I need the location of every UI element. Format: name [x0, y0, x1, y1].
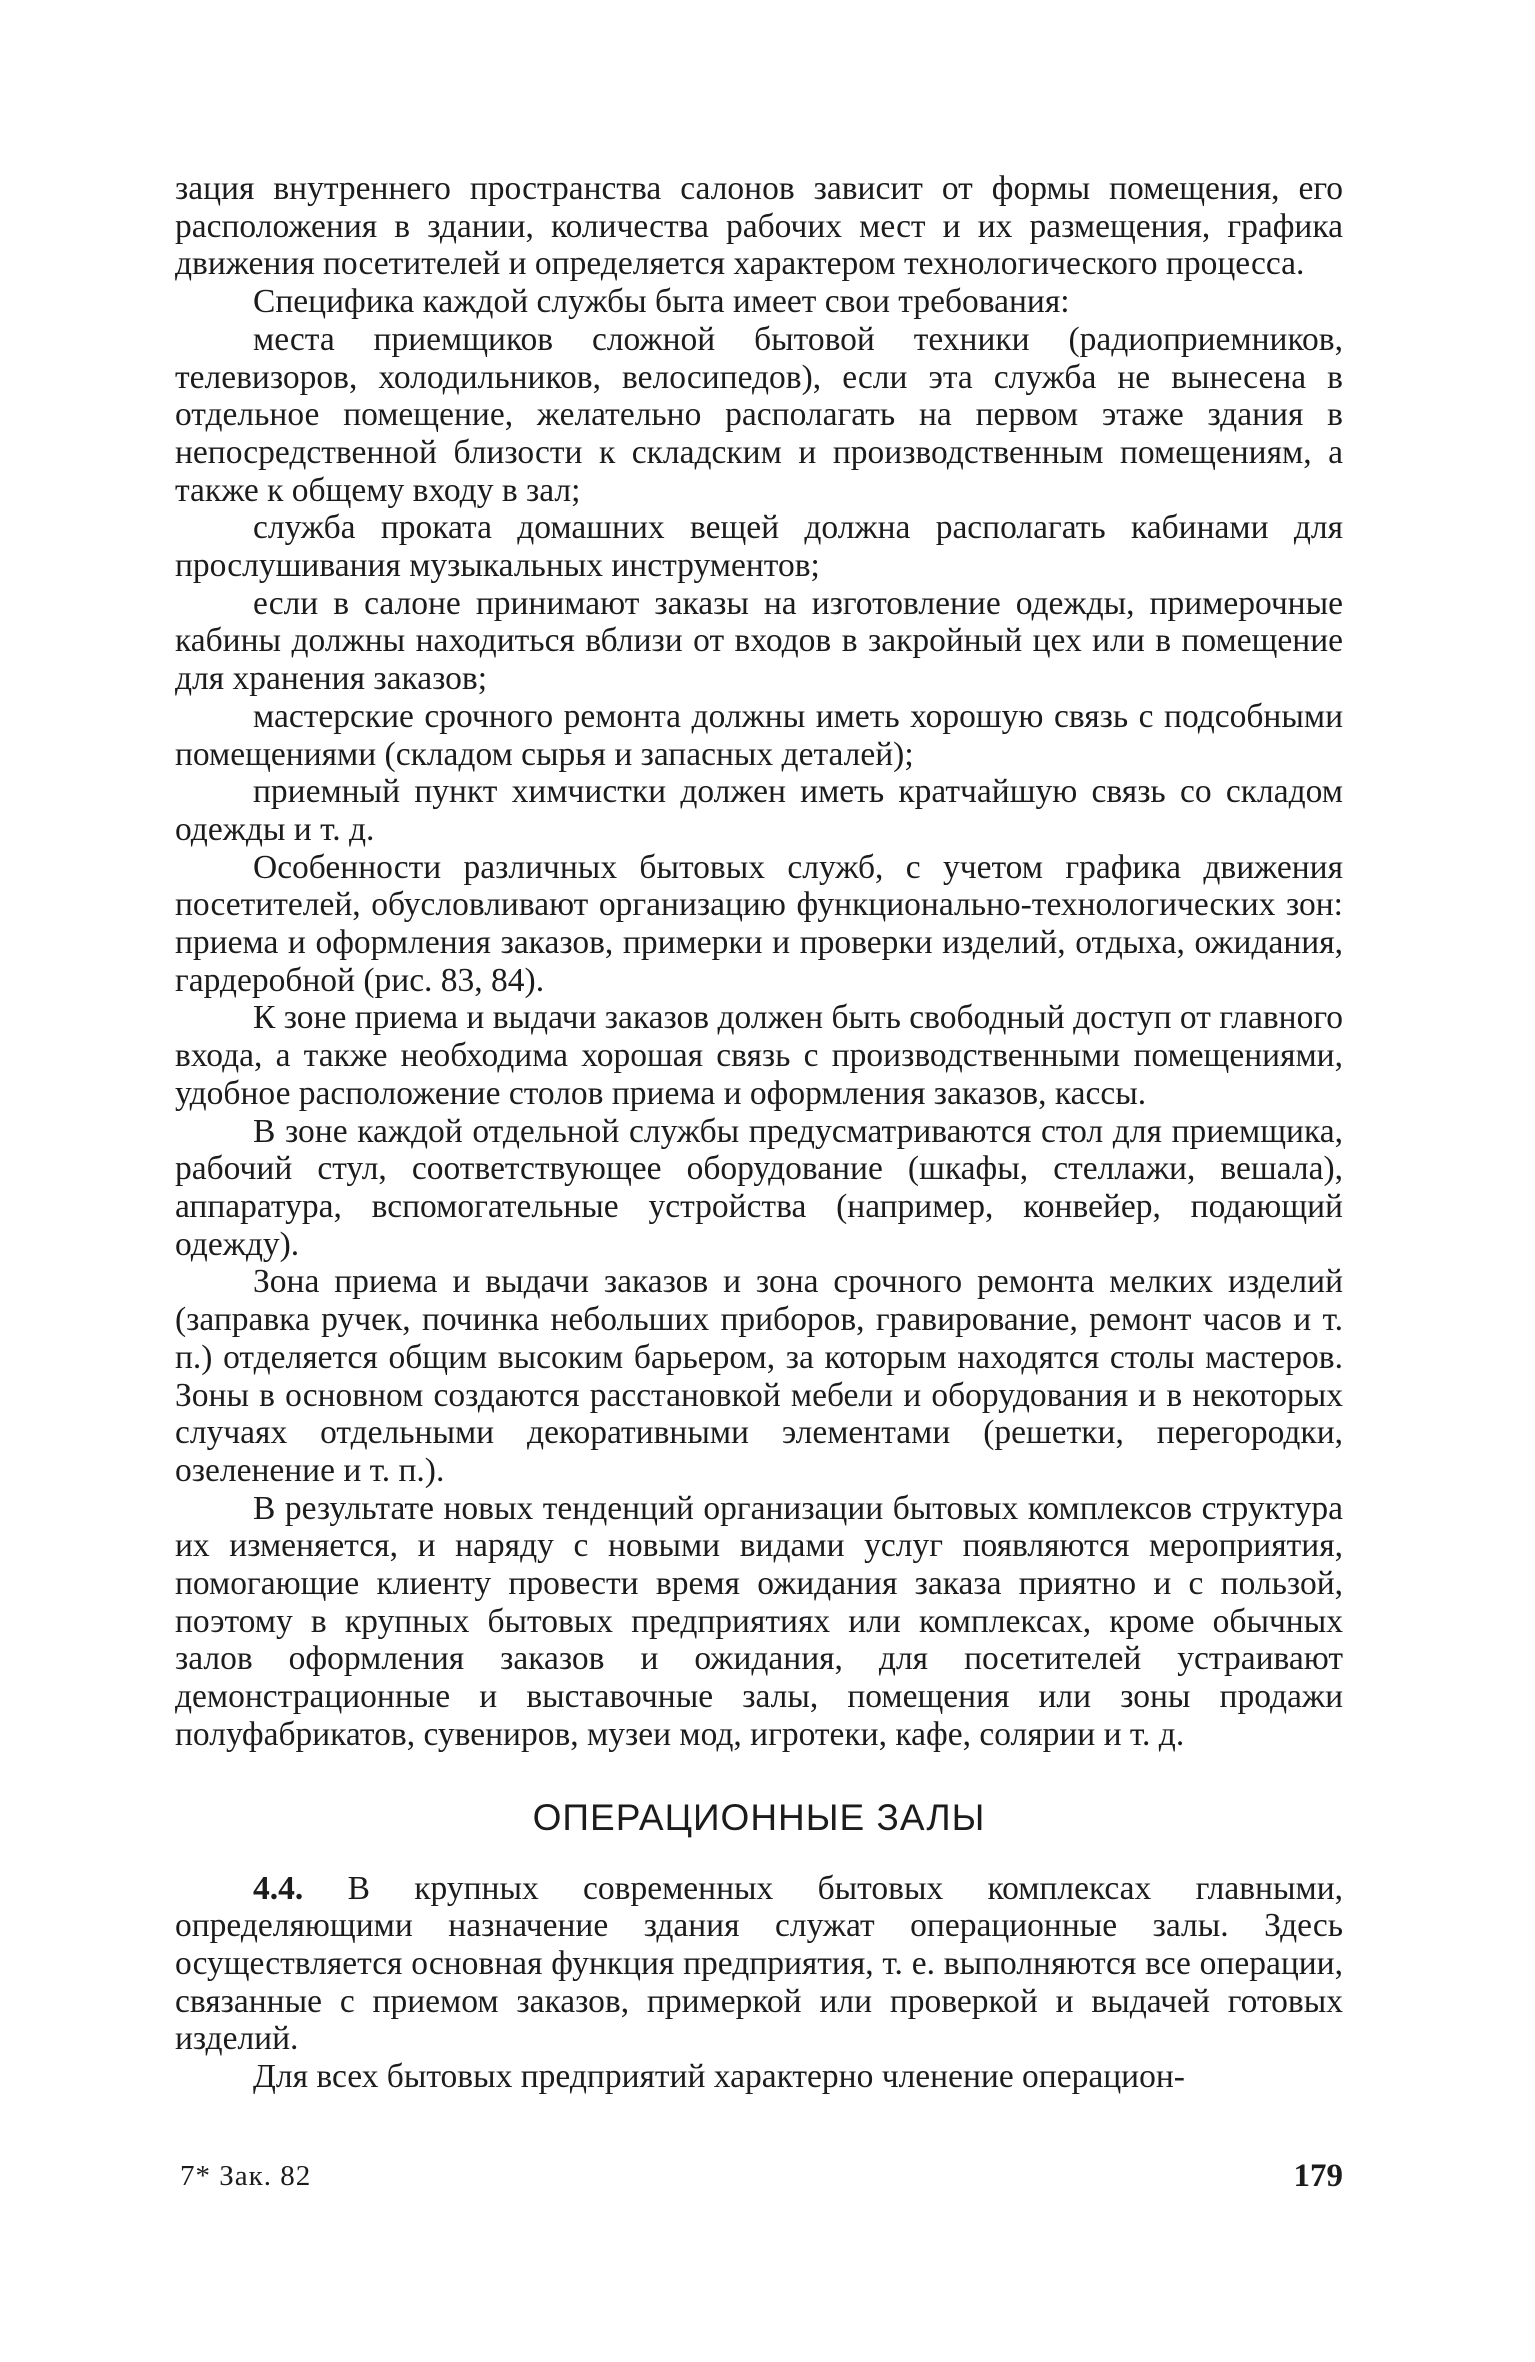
printer-signature: 7* Зак. 82	[180, 2160, 312, 2192]
page-body	[175, 170, 1343, 2096]
paragraph-8: Особенности различных бытовых служб, с учетом графика движения посетителей, обусловливают организацию функционально-технологических зон: приема и оформления заказов, примерки и проверки изделий, отдыха, ожидания, гардеробной (рис. 83, 84).	[175, 848, 1343, 999]
paragraph-10: В зоне каждой отдельной службы предусматриваются стол для приемщика, рабочий стул, соответствующее оборудование (шкафы, стеллажи, вешала), аппаратура, вспомогательные устройства (например, конвейер, подающий одежду).	[175, 1112, 1343, 1263]
paragraph-2: Специфика каждой службы быта имеет свои требования:	[253, 283, 1070, 321]
page-footer	[175, 2160, 1343, 2202]
paragraph-13	[175, 1870, 1343, 2059]
page-number: 179	[1293, 2158, 1343, 2194]
paragraph-11: Зона приема и выдачи заказов и зона срочного ремонта мелких изделий (заправка ручек, починка небольших приборов, гравирование, ремонт часов и т. п.) отделяется общим высоким барьером, за которым находятся столы мастеров. Зоны в основном создаются расстановкой мебели и оборудования и в некоторых случаях отдельными декоративными элементами (решетки, перегородки, озеленение и т. п.).	[175, 1263, 1343, 1489]
paragraph-14: Для всех бытовых предприятий характерно членение операцион-	[253, 2058, 1185, 2096]
paragraph-9: К зоне приема и выдачи заказов должен быть свободный доступ от главного входа, а также необходима хорошая связь с производственными помещениями, удобное расположение столов приема и оформления заказов, кассы.	[175, 999, 1343, 1112]
paragraph-12: В результате новых тенденций организации бытовых комплексов структура их изменяется, и наряду с новыми видами услуг появляются мероприятия, помогающие клиенту провести время ожидания заказа приятно и с пользой, поэтому в крупных бытовых предприятиях или комплексах, кроме обычных залов оформления заказов и ожидания, для посетителей устраивают демонстрационные и выставочные залы, помещения или зоны продажи полуфабрикатов, сувениров, музеи мод, игротеки, кафе, солярии и т. д.	[175, 1489, 1343, 1753]
paragraph-6: мастерские срочного ремонта должны иметь хорошую связь с подсобными помещениями (складом сырья и запасных деталей);	[175, 697, 1343, 773]
paragraph-5: если в салоне принимают заказы на изготовление одежды, примерочные кабины должны находиться вблизи от входов в закройный цех или в помещение для хранения заказов;	[175, 584, 1343, 698]
paragraph-13-text: В крупных современных бытовых комплексах главными, определяющими назначение здания служат операционные залы. Здесь осуществляется основная функция предприятия, т. е. выполняются все операции, связанные с приемом заказов, примеркой или проверкой и выдачей готовых изделий.	[175, 1869, 1343, 2058]
section-heading: ОПЕРАЦИОННЫЕ ЗАЛЫ	[532, 1796, 986, 1838]
paragraph-3: места приемщиков сложной бытовой техники (радиоприемников, телевизоров, холодильников, велосипедов), если эта служба не вынесена в отдельное помещение, желательно располагать на первом этаже здания в непосредственной близости к складским и производственным помещениям, а также к общему входу в зал;	[175, 320, 1343, 509]
paragraph-1: зация внутреннего пространства салонов зависит от формы помещения, его расположения в здании, количества рабочих мест и их размещения, графика движения посетителей и определяется характером технологического процесса.	[175, 170, 1343, 283]
paragraph-4: служба проката домашних вещей должна располагать кабинами для прослушивания музыкальных инструментов;	[175, 509, 1343, 585]
paragraph-7: приемный пункт химчистки должен иметь кратчайшую связь со складом одежды и т. д.	[175, 773, 1343, 848]
section-number: 4.4.	[253, 1869, 304, 1907]
